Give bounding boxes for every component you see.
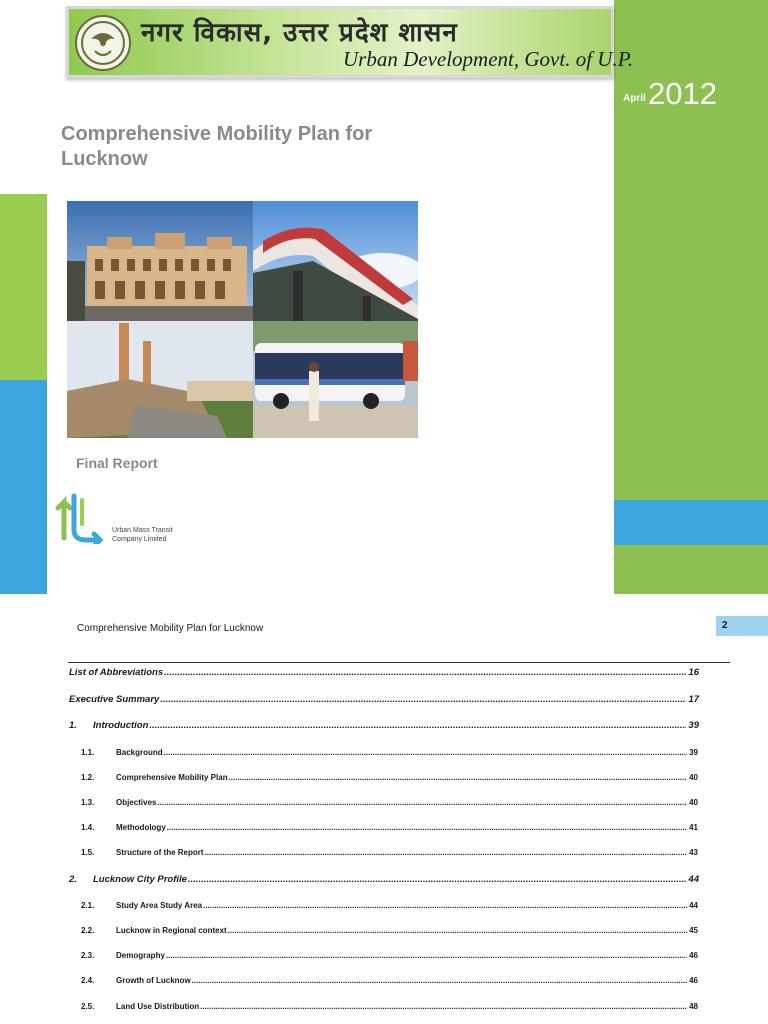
banner-english-title: Urban Development, Govt. of U.P. [343, 47, 634, 71]
toc-entry-title: Lucknow City Profile [93, 874, 187, 885]
toc-entry-page: 16 [688, 667, 699, 678]
final-report-label: Final Report [76, 455, 158, 471]
toc-leader-dots [164, 667, 686, 678]
toc-entry[interactable] [81, 951, 698, 960]
toc-entry-title: Land Use Distribution [116, 1002, 200, 1011]
toc-entry-number: 1. [69, 720, 77, 731]
toc-entry[interactable] [69, 694, 699, 705]
toc-entry-page: 43 [689, 848, 698, 857]
toc-entry-page: 39 [688, 720, 699, 731]
toc-entry[interactable] [69, 667, 699, 678]
contents-page [0, 594, 768, 1024]
toc-leader-dots [203, 901, 687, 910]
toc-leader-dots [149, 720, 686, 731]
toc-entry[interactable] [69, 874, 699, 885]
toc-leader-dots [166, 951, 687, 960]
toc-entry[interactable] [81, 848, 698, 857]
toc-entry-number: 1.1. [81, 748, 95, 757]
toc-entry-number: 2.1. [81, 901, 95, 910]
toc-entry-title: Structure of the Report [116, 848, 204, 857]
toc-leader-dots [188, 874, 686, 885]
toc-entry[interactable] [81, 798, 698, 807]
toc-entry-page: 48 [689, 1002, 698, 1011]
umtc-logo-line2: Company Limited [112, 536, 167, 543]
toc-entry-page: 44 [689, 901, 698, 910]
header-rule [68, 662, 730, 663]
toc-entry-page: 45 [689, 926, 698, 935]
toc-entry-number: 1.2. [81, 773, 95, 782]
toc-entry-title: Introduction [93, 720, 149, 731]
up-emblem-icon [75, 15, 131, 71]
heritage-building-photo [67, 201, 253, 321]
toc-entry-number: 2. [69, 874, 77, 885]
date-month: April [623, 93, 646, 104]
minaret-monument-photo [67, 321, 253, 438]
toc-entry-title: Executive Summary [69, 694, 160, 705]
toc-leader-dots [160, 694, 686, 705]
toc-entry-number: 1.3. [81, 798, 95, 807]
toc-leader-dots [228, 926, 687, 935]
toc-entry[interactable] [81, 901, 698, 910]
toc-leader-dots [192, 976, 687, 985]
toc-leader-dots [167, 823, 687, 832]
toc-leader-dots [157, 798, 687, 807]
toc-entry-page: 44 [688, 874, 699, 885]
toc-entry[interactable] [81, 926, 698, 935]
toc-leader-dots [164, 748, 687, 757]
toc-entry[interactable] [81, 1002, 698, 1011]
toc-entry-page: 46 [689, 976, 698, 985]
toc-entry-number: 2.5. [81, 1002, 95, 1011]
toc-entry-title: List of Abbreviations [69, 667, 164, 678]
monorail-photo [253, 201, 418, 321]
toc-entry-title: Lucknow in Regional context [116, 926, 227, 935]
report-title: Comprehensive Mobility Plan for Lucknow [61, 123, 373, 170]
toc-entry-page: 40 [689, 798, 698, 807]
toc-entry-number: 1.5. [81, 848, 95, 857]
toc-entry[interactable] [81, 976, 698, 985]
toc-entry-number: 2.3. [81, 951, 95, 960]
toc-entry-title: Objectives [116, 798, 157, 807]
toc-entry-title: Growth of Lucknow [116, 976, 191, 985]
page-number-badge: 2 [716, 616, 768, 636]
toc-entry-title: Methodology [116, 823, 166, 832]
toc-entry[interactable] [69, 720, 699, 731]
umtc-logo-text [112, 526, 182, 544]
department-banner [66, 6, 634, 78]
toc-leader-dots [200, 1002, 687, 1011]
left-accent-blue [0, 380, 47, 594]
umtc-logo-line1: Urban Mass Transit [112, 527, 173, 534]
toc-entry-page: 40 [689, 773, 698, 782]
toc-entry-page: 17 [688, 694, 699, 705]
toc-entry[interactable] [81, 773, 698, 782]
running-header: Comprehensive Mobility Plan for Lucknow [77, 623, 264, 634]
right-accent-blue-block [614, 500, 768, 545]
toc-entry-title: Comprehensive Mobility Plan [116, 773, 228, 782]
umtc-logo-icon [52, 488, 112, 544]
left-accent-green [0, 194, 47, 380]
toc-entry[interactable] [81, 823, 698, 832]
date-year: 2012 [648, 76, 717, 111]
toc-entry-page: 39 [689, 748, 698, 757]
toc-entry-title: Demography [116, 951, 165, 960]
toc-entry-number: 1.4. [81, 823, 95, 832]
toc-entry-number: 2.4. [81, 976, 95, 985]
toc-entry-title: Study Area Study Area [116, 901, 203, 910]
toc-entry-page: 46 [689, 951, 698, 960]
toc-entry-title: Background [116, 748, 163, 757]
toc-entry-number: 2.2. [81, 926, 95, 935]
city-bus-photo [253, 321, 418, 438]
toc-leader-dots [205, 848, 688, 857]
toc-entry[interactable] [81, 748, 698, 757]
toc-entry-page: 41 [689, 823, 698, 832]
banner-hindi-title: नगर विकास, उत्तर प्रदेश शासन [141, 18, 458, 48]
toc-leader-dots [229, 773, 688, 782]
